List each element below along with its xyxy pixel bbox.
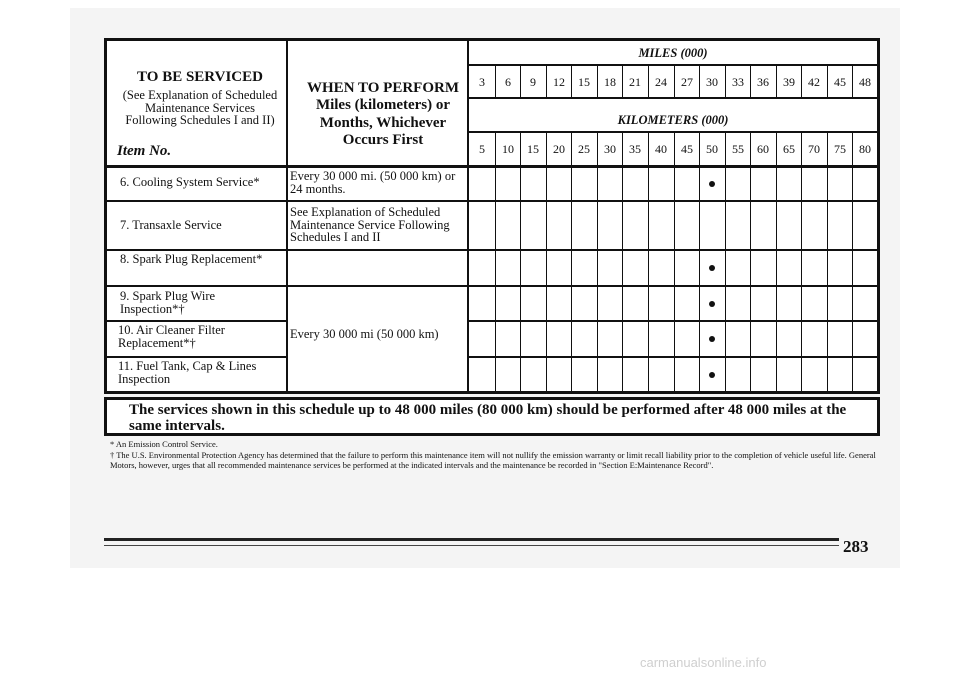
item-air-cleaner: 10. Air Cleaner Filter Replacement*† (118, 323, 225, 350)
miles-value-18: 18 (604, 75, 616, 89)
miles-value-27: 27 (681, 75, 693, 89)
km-value-70: 70 (808, 142, 820, 156)
km-value-55: 55 (732, 142, 744, 156)
service-mark-dot (709, 265, 715, 271)
miles-value-3: 3 (479, 75, 485, 89)
row-rule-2 (104, 249, 880, 251)
grid-column-line (597, 168, 598, 392)
km-value-65: 65 (783, 142, 795, 156)
miles-value-9: 9 (530, 75, 536, 89)
service-mark-dot (709, 301, 715, 307)
header-bottom-rule (104, 165, 880, 168)
item-number-heading: Item No. (117, 143, 172, 159)
grid-column-line (648, 168, 649, 392)
miles-value-12: 12 (553, 75, 565, 89)
miles-value-36: 36 (757, 75, 769, 89)
to-be-serviced-heading: TO BE SERVICED (137, 69, 263, 85)
grid-column-line (674, 168, 675, 392)
grid-column-line (750, 168, 751, 392)
miles-row-divider (467, 97, 880, 99)
grid-column-line (725, 168, 726, 392)
item-spark-plug-replacement: 8. Spark Plug Replacement* (120, 252, 263, 266)
item-cooling-system: 6. Cooling System Service* (120, 175, 260, 189)
km-value-60: 60 (757, 142, 769, 156)
to-be-serviced-note: (See Explanation of Scheduled Maintenance Services Following Schedules I and II) (122, 88, 278, 127)
schedule-cooling: Every 30 000 mi. (50 000 km) or 24 months. (290, 169, 456, 196)
watermark: carmanualsonline.info (640, 655, 767, 670)
grid-column-line (546, 168, 547, 392)
interval-notice-box (104, 397, 880, 436)
item-fuel-tank: 11. Fuel Tank, Cap & Lines Inspection (118, 359, 257, 386)
page-number: 283 (843, 537, 869, 556)
miles-value-48: 48 (859, 75, 871, 89)
footnote-asterisk: * An Emission Control Service. (110, 439, 218, 449)
column-divider-item (286, 38, 288, 394)
km-value-45: 45 (681, 142, 693, 156)
km-value-35: 35 (629, 142, 641, 156)
km-value-15: 15 (527, 142, 539, 156)
service-mark-dot (709, 372, 715, 378)
row-rule-5a (104, 356, 287, 358)
page-rule-thick (104, 538, 839, 541)
grid-column-line (571, 168, 572, 392)
miles-value-39: 39 (783, 75, 795, 89)
grid-column-line (852, 168, 853, 392)
km-value-10: 10 (502, 142, 514, 156)
row-rule-4a (104, 320, 287, 322)
page-rule-thin (104, 545, 839, 546)
km-value-25: 25 (578, 142, 590, 156)
km-value-40: 40 (655, 142, 667, 156)
interval-notice-text: The services shown in this schedule up to 48 000 miles (80 000 km) should be performed after 48 000 miles at the same intervals. (129, 402, 847, 434)
miles-value-45: 45 (834, 75, 846, 89)
item-transaxle: 7. Transaxle Service (120, 218, 222, 232)
item-spark-plug-wire: 9. Spark Plug Wire Inspection*† (120, 289, 216, 316)
miles-value-42: 42 (808, 75, 820, 89)
schedule-transaxle: See Explanation of Scheduled Maintenance Service Following Schedules I and II (290, 205, 450, 244)
km-value-5: 5 (479, 142, 485, 156)
grid-column-line (801, 168, 802, 392)
grid-column-line (776, 168, 777, 392)
grid-column-line (622, 168, 623, 392)
when-to-perform-heading: WHEN TO PERFORM Miles (kilometers) or Months, Whichever Occurs First (307, 80, 459, 148)
miles-value-21: 21 (629, 75, 641, 89)
schedule-every-30000: Every 30 000 mi (50 000 km) (290, 327, 439, 341)
miles-value-6: 6 (505, 75, 511, 89)
km-value-75: 75 (834, 142, 846, 156)
km-value-50: 50 (706, 142, 718, 156)
miles-value-30: 30 (706, 75, 718, 89)
miles-heading: MILES (000) (638, 46, 708, 60)
km-value-20: 20 (553, 142, 565, 156)
miles-value-24: 24 (655, 75, 667, 89)
grid-column-line (520, 168, 521, 392)
row-rule-3 (104, 285, 880, 287)
grid-column-line (495, 168, 496, 392)
miles-value-15: 15 (578, 75, 590, 89)
km-value-30: 30 (604, 142, 616, 156)
service-mark-dot (709, 181, 715, 187)
row-rule-1 (104, 200, 880, 202)
grid-column-line (699, 168, 700, 392)
miles-value-33: 33 (732, 75, 744, 89)
grid-column-line (827, 168, 828, 392)
service-mark-dot (709, 336, 715, 342)
km-value-80: 80 (859, 142, 871, 156)
footnote-dagger: † The U.S. Environmental Protection Agency has determined that the failure to perform this maintenance item will not nullify the emission warranty or limit recall liability prior to the completion of vehicle useful life. General Motors, however, urges that all recommended maintenance services be performed at the indicated intervals and the maintenance be recorded in "Section E:Maintenance Record". (110, 450, 876, 470)
kilometers-heading: KILOMETERS (000) (617, 113, 729, 127)
